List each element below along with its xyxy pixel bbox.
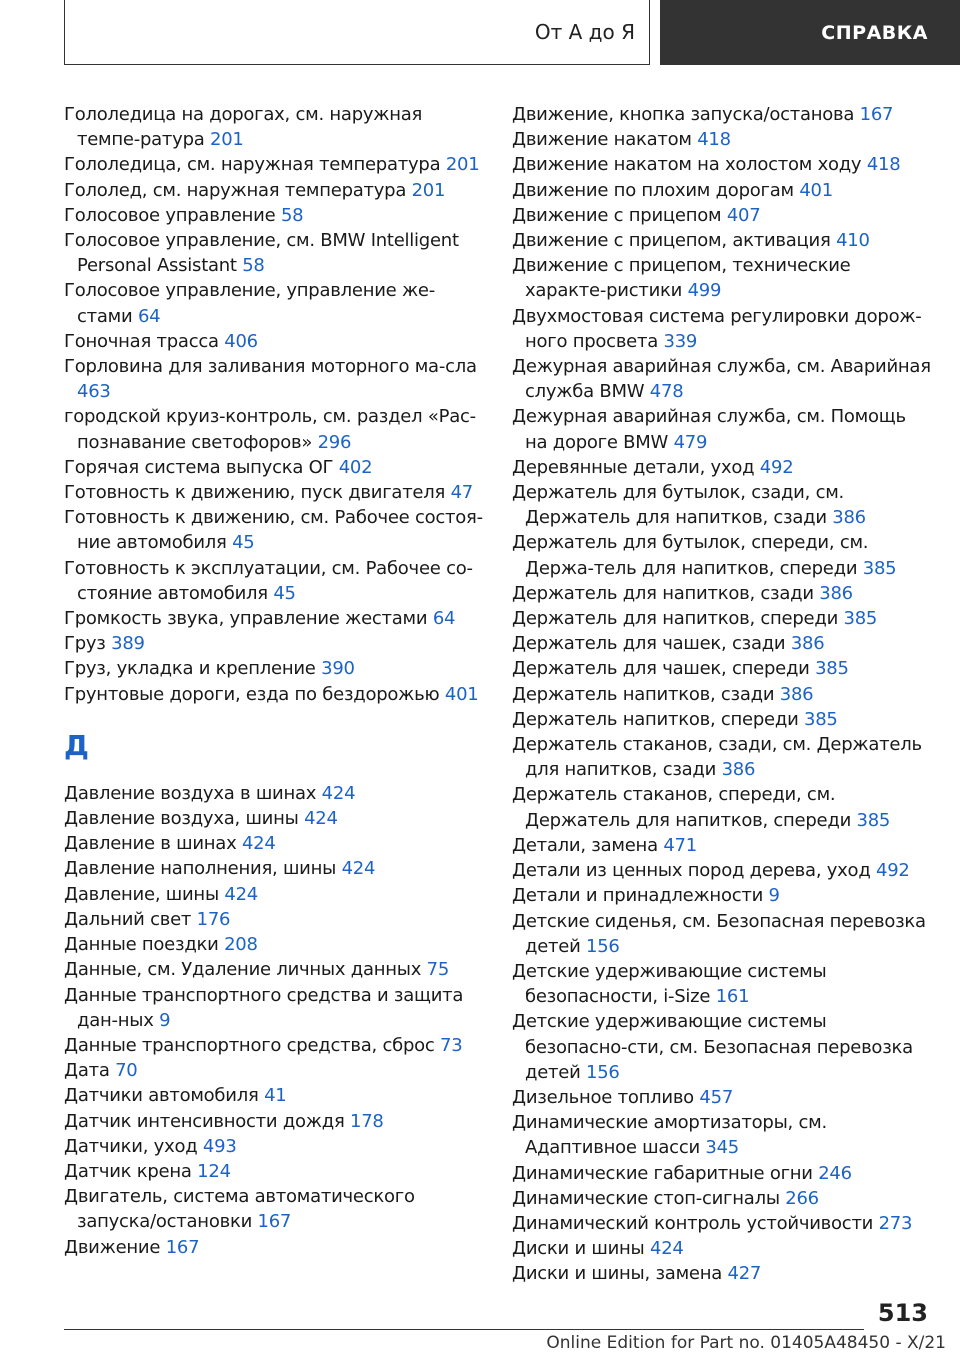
- page-reference-link[interactable]: 70: [115, 1060, 138, 1082]
- page-reference-link[interactable]: 345: [705, 1137, 740, 1159]
- section-tab[interactable]: [660, 0, 960, 65]
- page-reference-link[interactable]: 471: [663, 834, 697, 856]
- page-reference-link[interactable]: 75: [426, 959, 450, 981]
- page-reference-link[interactable]: 424: [304, 808, 338, 830]
- page-reference-link[interactable]: 386: [721, 759, 756, 781]
- page-reference-link[interactable]: 156: [586, 935, 620, 957]
- index-term: Дежурная аварийная служба, см. Помощь на дороге BMW: [512, 406, 906, 453]
- index-term: Диски и шины: [512, 1238, 645, 1260]
- index-entry: [512, 354, 932, 404]
- index-entry: [512, 127, 932, 152]
- page-reference-link[interactable]: 424: [321, 782, 356, 804]
- index-term: Держатель для чашек, спереди: [512, 658, 810, 680]
- index-entry: [64, 404, 484, 454]
- index-entry: [512, 228, 932, 253]
- index-term: Громкость звука, управление жестами: [64, 608, 428, 630]
- footer-edition: Online Edition for Part no. 01405A48450 - X/21: [546, 1333, 946, 1353]
- index-entry: [512, 304, 932, 354]
- page-reference-link[interactable]: 246: [818, 1162, 852, 1184]
- footer-divider: [64, 1329, 864, 1330]
- index-entry: [512, 178, 932, 203]
- page-reference-link[interactable]: 64: [137, 305, 161, 327]
- index-term: Деревянные детали, уход: [512, 456, 755, 478]
- index-term: Детали и принадлежности: [512, 885, 764, 907]
- index-entry: [64, 152, 484, 177]
- page-reference-link[interactable]: 424: [341, 858, 376, 880]
- index-term: Данные транспортного средства и защита дан-ных: [64, 984, 464, 1031]
- index-term: Датчик интенсивности дождя: [64, 1110, 345, 1132]
- index-entry: [512, 455, 932, 480]
- index-entry: [512, 203, 932, 228]
- index-term: Гололедица на дорогах, см. наружная темпе-ратура: [64, 104, 423, 151]
- index-entry: [64, 505, 484, 555]
- page-reference-link[interactable]: 41: [264, 1085, 287, 1107]
- index-entry: [512, 1261, 932, 1286]
- index-entry: [64, 178, 484, 203]
- index-entry: [512, 833, 932, 858]
- index-entry: [512, 530, 932, 580]
- index-entry: [512, 1110, 932, 1160]
- index-entry: [512, 1009, 932, 1085]
- index-term: Давление воздуха, шины: [64, 808, 299, 830]
- index-term: Данные поездки: [64, 934, 219, 956]
- index-entry: [64, 806, 484, 831]
- index-term: Датчики, уход: [64, 1135, 198, 1157]
- index-entry: [512, 152, 932, 177]
- index-entry: [512, 102, 932, 127]
- index-term: Динамический контроль устойчивости: [512, 1212, 874, 1234]
- index-entry: [64, 781, 484, 806]
- page-reference-link[interactable]: 499: [687, 280, 722, 302]
- index-term: Горячая система выпуска ОГ: [64, 456, 334, 478]
- page-reference-link[interactable]: 167: [257, 1211, 292, 1233]
- page-reference-link[interactable]: 385: [856, 809, 891, 831]
- index-entry: [512, 909, 932, 959]
- index-term: Груз, укладка и крепление: [64, 658, 316, 680]
- index-term: Гоночная трасса: [64, 330, 219, 352]
- page-reference-link[interactable]: 9: [768, 885, 780, 907]
- page-number: 513: [877, 1299, 928, 1327]
- index-entry: [512, 404, 932, 454]
- index-term: Держатель для бутылок, сзади, см. Держатель для напитков, сзади: [512, 482, 845, 529]
- chapter-tab[interactable]: [64, 0, 650, 65]
- index-term: Динамические габаритные огни: [512, 1162, 813, 1184]
- index-term: Дизельное топливо: [512, 1086, 694, 1108]
- index-term: Движение: [64, 1236, 161, 1258]
- index-term: Детские удерживающие системы безопасности, i-Size: [512, 960, 827, 1008]
- page-reference-link[interactable]: 479: [673, 431, 708, 453]
- index-entry: [64, 631, 484, 656]
- index-entry: [512, 1186, 932, 1211]
- index-term: Дежурная аварийная служба, см. Аварийная служба BMW: [512, 356, 931, 403]
- page-reference-link[interactable]: 424: [650, 1238, 684, 1260]
- page-reference-link[interactable]: 156: [586, 1061, 620, 1083]
- index-term: Динамические стоп-сигналы: [512, 1187, 780, 1209]
- index-term: Движение, кнопка запуска/останова: [512, 104, 855, 125]
- index-term: Груз: [64, 633, 106, 655]
- page-reference-link[interactable]: 385: [804, 708, 838, 730]
- index-term: Движение накатом на холостом ходу: [512, 154, 862, 176]
- index-term: Готовность к движению, пуск двигателя: [64, 482, 446, 504]
- index-term: Диски и шины, замена: [512, 1263, 723, 1285]
- index-term: Голосовое управление: [64, 204, 276, 226]
- page-reference-link[interactable]: 273: [878, 1212, 913, 1234]
- index-term: Давление в шинах: [64, 833, 237, 855]
- index-entry: [64, 455, 484, 480]
- page-reference-link[interactable]: 401: [799, 179, 833, 201]
- page-reference-link[interactable]: 492: [876, 860, 910, 882]
- page-reference-link[interactable]: 201: [210, 129, 244, 151]
- index-term: Держатель напитков, сзади: [512, 683, 775, 705]
- page-reference-link[interactable]: 401: [444, 683, 479, 705]
- index-entry: [64, 957, 484, 982]
- page-reference-link[interactable]: 493: [202, 1135, 237, 1157]
- index-entry: [512, 682, 932, 707]
- index-term: Держатель стаканов, спереди, см. Держатель для напитков, спереди: [512, 784, 852, 831]
- index-term: Движение по плохим дорогам: [512, 179, 794, 201]
- page-reference-link[interactable]: 45: [273, 582, 296, 604]
- section-letter-heading: Д: [64, 728, 89, 762]
- page-reference-link[interactable]: 410: [836, 230, 870, 252]
- page-reference-link[interactable]: 385: [815, 658, 849, 680]
- index-term: Давление наполнения, шины: [64, 858, 337, 880]
- index-entry: [64, 932, 484, 957]
- index-entry: [64, 329, 484, 354]
- index-term: Держатель для бутылок, спереди, см. Держа-тель для напитков, спереди: [512, 532, 869, 579]
- index-entry: [64, 682, 484, 707]
- page-reference-link[interactable]: 457: [699, 1086, 734, 1108]
- chapter-title: От А до Я: [534, 20, 635, 44]
- page-reference-link[interactable]: 339: [663, 330, 698, 352]
- index-entry: [64, 1184, 484, 1234]
- index-entry: [512, 1236, 932, 1261]
- index-entry: [512, 1085, 932, 1110]
- page-reference-link[interactable]: 47: [450, 482, 473, 504]
- index-entry: [512, 883, 932, 908]
- index-entry: [64, 1159, 484, 1184]
- page-reference-link[interactable]: 178: [350, 1110, 384, 1132]
- index-entry: [64, 856, 484, 881]
- page-reference-link[interactable]: 64: [432, 608, 456, 630]
- section-title: СПРАВКА: [821, 21, 928, 44]
- index-entry: [64, 983, 484, 1033]
- index-term: Держатель стаканов, сзади, см. Держатель для напитков, сзади: [512, 734, 922, 781]
- index-term: Детские удерживающие системы безопасно-сти, см. Безопасная перевозка детей: [512, 1011, 913, 1083]
- index-entry: [512, 656, 932, 681]
- index-entry: [64, 1109, 484, 1134]
- index-entry: [64, 882, 484, 907]
- page-header: [64, 0, 960, 65]
- index-entry: [512, 631, 932, 656]
- index-entry: [64, 354, 484, 404]
- page-reference-link[interactable]: 161: [715, 986, 750, 1008]
- page-reference-link[interactable]: 424: [224, 883, 259, 905]
- index-term: Двухмостовая система регулировки дорож-ного просвета: [512, 305, 922, 352]
- page-reference-link[interactable]: 389: [111, 633, 145, 655]
- index-entry: [512, 1211, 932, 1236]
- index-entry: [64, 1083, 484, 1108]
- page-reference-link[interactable]: 167: [859, 104, 894, 125]
- page-reference-link[interactable]: 386: [790, 633, 825, 655]
- page-reference-link[interactable]: 45: [232, 532, 255, 554]
- index-entry: [512, 782, 932, 832]
- index-column-left: [64, 102, 484, 1260]
- index-term: Датчики автомобиля: [64, 1085, 259, 1107]
- index-term: Движение с прицепом, технические характе-ристики: [512, 255, 851, 302]
- index-term: Детские сиденья, см. Безопасная перевозка детей: [512, 910, 926, 957]
- index-term: Детали из ценных пород дерева, уход: [512, 860, 871, 882]
- index-term: Держатель для чашек, сзади: [512, 633, 786, 655]
- page-reference-link[interactable]: 266: [785, 1187, 819, 1209]
- index-entry: [64, 656, 484, 681]
- index-term: Дальний свет: [64, 908, 192, 930]
- index-term: Держатель для напитков, сзади: [512, 582, 814, 604]
- index-entry: [64, 278, 484, 328]
- index-term: Держатель для напитков, спереди: [512, 608, 839, 630]
- index-entry: [512, 480, 932, 530]
- page-reference-link[interactable]: 124: [197, 1160, 231, 1182]
- index-entry: [512, 253, 932, 303]
- index-term: Движение накатом: [512, 129, 692, 151]
- index-group-d-continued: [512, 102, 932, 1287]
- index-entry: [512, 707, 932, 732]
- index-term: Горловина для заливания моторного ма-сла: [64, 356, 477, 378]
- index-term: Готовность к эксплуатации, см. Рабочее со-стояние автомобиля: [64, 557, 473, 604]
- page-reference-link[interactable]: 407: [726, 204, 761, 226]
- page-reference-link[interactable]: 386: [819, 582, 853, 604]
- index-entry: [64, 102, 484, 152]
- index-term: Динамические амортизаторы, см. Адаптивное шасси: [512, 1112, 827, 1159]
- index-term: Готовность к движению, см. Рабочее состоя-ние автомобиля: [64, 507, 483, 554]
- index-group-g: [64, 102, 484, 707]
- index-term: Держатель напитков, спереди: [512, 708, 799, 730]
- index-entry: [64, 228, 484, 278]
- page-reference-link[interactable]: 73: [440, 1034, 463, 1056]
- index-term: Давление воздуха в шинах: [64, 782, 317, 804]
- index-term: городской круиз-контроль, см. раздел «Рас-познавание светофоров»: [64, 406, 476, 453]
- index-entry: [64, 1058, 484, 1083]
- page-reference-link[interactable]: 492: [759, 456, 794, 478]
- index-term: Детали, замена: [512, 834, 658, 856]
- page-reference-link[interactable]: 463: [77, 381, 111, 403]
- page-reference-link[interactable]: 402: [338, 456, 373, 478]
- index-entry: [512, 581, 932, 606]
- index-entry: [64, 1033, 484, 1058]
- index-term: Голосовое управление, управление же-стами: [64, 280, 435, 327]
- page-reference-link[interactable]: 424: [241, 833, 276, 855]
- index-term: Дата: [64, 1060, 110, 1082]
- page-reference-link[interactable]: 296: [317, 431, 352, 453]
- page-reference-link[interactable]: 386: [832, 507, 866, 529]
- page-reference-link[interactable]: 418: [697, 129, 731, 151]
- page-reference-link[interactable]: 478: [649, 381, 684, 403]
- page-reference-link[interactable]: 208: [224, 934, 258, 956]
- page-reference-link[interactable]: 176: [196, 908, 231, 930]
- index-entry: [64, 907, 484, 932]
- index-entry: [512, 732, 932, 782]
- index-term: Грунтовые дороги, езда по бездорожью: [64, 683, 440, 705]
- index-entry: [64, 1235, 484, 1260]
- index-entry: [64, 606, 484, 631]
- index-entry: [512, 606, 932, 631]
- index-term: Гололедица, см. наружная температура: [64, 154, 441, 176]
- index-term: Голосовое управление, см. BMW Intelligent Personal Assistant: [64, 230, 459, 277]
- page-reference-link[interactable]: 58: [242, 255, 265, 277]
- index-entry: [64, 1134, 484, 1159]
- page-reference-link[interactable]: 427: [727, 1263, 762, 1285]
- page-reference-link[interactable]: 385: [862, 557, 897, 579]
- index-entry: [64, 556, 484, 606]
- page-reference-link[interactable]: 9: [159, 1009, 171, 1031]
- index-term: Датчик крена: [64, 1160, 192, 1182]
- index-entry: [64, 203, 484, 228]
- page-reference-link[interactable]: 386: [779, 683, 814, 705]
- page-reference-link[interactable]: 385: [843, 608, 878, 630]
- index-entry: [512, 858, 932, 883]
- page-reference-link[interactable]: 201: [411, 179, 446, 201]
- index-term: Двигатель, система автоматического запуска/остановки: [64, 1186, 415, 1233]
- index-term: Данные транспортного средства, сброс: [64, 1034, 435, 1056]
- index-term: Движение с прицепом: [512, 204, 722, 226]
- page-reference-link[interactable]: 58: [280, 204, 304, 226]
- index-term: Движение с прицепом, активация: [512, 230, 831, 252]
- page-reference-link[interactable]: 406: [224, 330, 258, 352]
- index-term: Данные, см. Удаление личных данных: [64, 959, 422, 981]
- page-reference-link[interactable]: 390: [321, 658, 355, 680]
- index-entry: [512, 1161, 932, 1186]
- page-reference-link[interactable]: 167: [165, 1236, 200, 1258]
- index-term: Давление, шины: [64, 883, 219, 905]
- index-entry: [64, 831, 484, 856]
- page-reference-link[interactable]: 418: [866, 154, 901, 176]
- index-entry: [512, 959, 932, 1009]
- index-entry: [64, 480, 484, 505]
- page-reference-link[interactable]: 201: [445, 154, 480, 176]
- index-column-right: [512, 102, 932, 1287]
- index-group-d: [64, 781, 484, 1260]
- index-term: Гололед, см. наружная температура: [64, 179, 407, 201]
